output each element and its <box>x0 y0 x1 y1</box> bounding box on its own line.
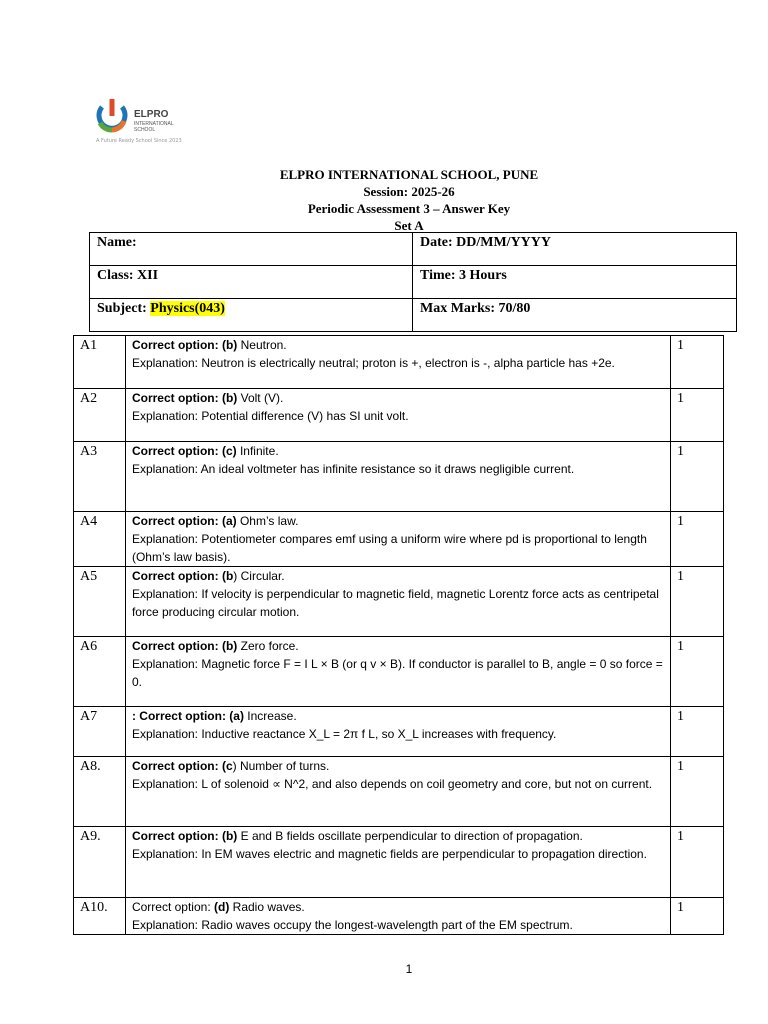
answer-cell: Correct option: (d) Radio waves. Explanation: Radio waves occupy the longest-wavelength part of the EM spectrum. <box>125 898 670 935</box>
set-label: Set A <box>394 218 424 233</box>
subject-label: Subject: <box>97 301 151 316</box>
explanation-text: Explanation: Magnetic force F = I L × B (or q v × B). If conductor is parallel to B, angle = 0 so force = 0. <box>131 657 663 689</box>
marks: 1 <box>671 336 724 389</box>
school-name: ELPRO INTERNATIONAL SCHOOL, PUNE <box>279 167 539 182</box>
class-cell <box>90 266 413 299</box>
table-row <box>74 827 724 898</box>
answer-text: Volt (V). <box>237 391 284 405</box>
table-row <box>74 898 724 935</box>
question-number: A3 <box>74 442 126 512</box>
correct-option-label: : Correct option: (a) <box>131 709 244 723</box>
logo-tagline: A Future Ready School Since 2023 <box>96 138 182 144</box>
correct-option-label: Correct option: (b) <box>131 391 238 405</box>
marks: 1 <box>671 827 724 898</box>
question-number: A10. <box>74 898 126 935</box>
correct-option-label: (d) <box>214 900 230 914</box>
table-row <box>74 707 724 757</box>
question-number: A4 <box>74 512 126 567</box>
logo-name: ELPRO <box>134 109 169 120</box>
answer-cell <box>125 389 670 442</box>
answer-cell <box>125 707 670 757</box>
marks: 1 <box>671 707 724 757</box>
marks: 1 <box>671 637 724 707</box>
answer-cell <box>125 827 670 898</box>
subject-cell <box>90 299 413 332</box>
date-cell <box>413 233 737 266</box>
question-number: A8. <box>74 757 126 827</box>
answer-cell <box>125 336 670 389</box>
table-row <box>74 567 724 637</box>
question-number: A2 <box>74 389 126 442</box>
answer-cell <box>125 442 670 512</box>
class-label: Class: XII <box>97 268 159 283</box>
answer-cell <box>125 567 670 637</box>
question-number: A9. <box>74 827 126 898</box>
student-info-table <box>89 232 737 332</box>
answer-cell <box>125 512 670 567</box>
table-row <box>74 336 724 389</box>
assessment-title: Periodic Assessment 3 – Answer Key <box>307 201 511 216</box>
correct-option-label: Correct option: (a) <box>131 514 237 528</box>
question-number: A1 <box>74 336 126 389</box>
explanation-text: Explanation: Potentiometer compares emf using a uniform wire where pd is proportional to length (Ohm’s law basis). <box>131 532 647 564</box>
table-row <box>74 442 724 512</box>
marks: 1 <box>671 898 724 935</box>
question-number: A7 <box>74 707 126 757</box>
logo-mark-icon <box>94 97 130 137</box>
answer-key-table <box>73 335 724 935</box>
table-row <box>74 637 724 707</box>
correct-option-label: Correct option: (b) <box>131 639 238 653</box>
time-label: Time: 3 Hours <box>420 268 507 283</box>
max-marks-cell <box>413 299 737 332</box>
answer-text: Zero force. <box>237 639 299 653</box>
table-row <box>74 757 724 827</box>
answer-text: E and B fields oscillate perpendicular to direction of propagation. <box>237 829 583 843</box>
explanation-text: Explanation: If velocity is perpendicular to magnetic field, magnetic Lorentz force acts as centripetal force producing circular motion. <box>131 587 659 619</box>
question-number: A5 <box>74 567 126 637</box>
subject-value: Physics(043) <box>150 301 225 316</box>
answer-text: Infinite. <box>236 444 279 458</box>
marks: 1 <box>671 757 724 827</box>
answer-text: ) Number of turns. <box>232 759 330 773</box>
explanation-text: Explanation: Radio waves occupy the longest-wavelength part of the EM spectrum. <box>131 918 573 932</box>
answer-text: Ohm’s law. <box>236 514 299 528</box>
question-number: A6 <box>74 637 126 707</box>
explanation-text: Explanation: In EM waves electric and magnetic fields are perpendicular to propagation direction. <box>131 847 647 861</box>
explanation-text: Explanation: Inductive reactance X_L = 2π f L, so X_L increases with frequency. <box>131 727 557 741</box>
answer-text: ) Circular. <box>233 569 285 583</box>
session: Session: 2025-26 <box>363 184 455 199</box>
logo-subtitle: INTERNATIONAL SCHOOL <box>134 121 174 133</box>
date-label: Date: DD/MM/YYYY <box>420 235 552 250</box>
marks: 1 <box>671 389 724 442</box>
answer-text: Increase. <box>243 709 297 723</box>
answer-text: Radio waves. <box>229 900 305 914</box>
name-cell <box>90 233 413 266</box>
page-number: 1 <box>405 962 413 976</box>
correct-option-label: Correct option: (c) <box>131 444 237 458</box>
table-row <box>74 389 724 442</box>
explanation-text: Explanation: Neutron is electrically neutral; proton is +, electron is -, alpha particle has +2e. <box>131 356 615 370</box>
max-marks-label: Max Marks: 70/80 <box>420 301 531 316</box>
marks: 1 <box>671 567 724 637</box>
answer-cell <box>125 637 670 707</box>
correct-option-label: Correct option: (b) <box>131 829 238 843</box>
correct-option-label: Correct option: (b <box>131 569 234 583</box>
document-header <box>0 166 768 234</box>
marks: 1 <box>671 512 724 567</box>
marks: 1 <box>671 442 724 512</box>
table-row <box>74 512 724 567</box>
explanation-text: Explanation: Potential difference (V) has SI unit volt. <box>131 409 409 423</box>
correct-option-label: Correct option: (c <box>131 759 233 773</box>
explanation-text: Explanation: L of solenoid ∝ N^2, and also depends on coil geometry and core, but not on current. <box>131 777 653 791</box>
time-cell <box>413 266 737 299</box>
answer-text: Neutron. <box>237 338 287 352</box>
correct-option-label: Correct option: (b) <box>131 338 238 352</box>
explanation-text: Explanation: An ideal voltmeter has infinite resistance so it draws negligible current. <box>131 462 575 476</box>
school-logo <box>94 95 184 147</box>
answer-cell <box>125 757 670 827</box>
name-label: Name: <box>97 235 137 250</box>
